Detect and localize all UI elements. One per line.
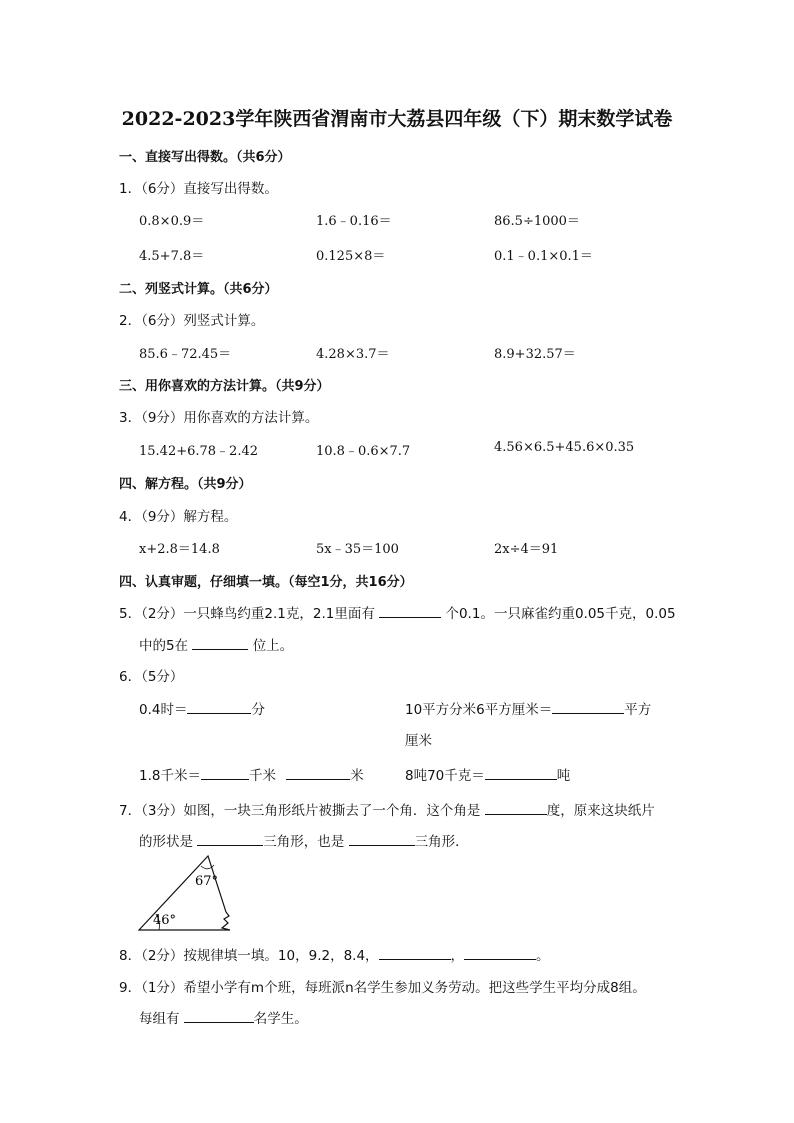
q2-item-2: 4.28×3.7＝: [316, 347, 390, 362]
question-3-stem: 3．（9分）用你喜欢的方法计算。: [119, 410, 319, 426]
q6-c-unit2: 米: [350, 768, 364, 784]
q9-text-b: 名学生。: [253, 1011, 308, 1027]
q6-item-b-cont: 厘米: [405, 733, 432, 749]
question-5-line-1: [119, 602, 676, 622]
q4-equation-3: 2x÷4＝91: [494, 542, 559, 557]
section-heading-2: 二、列竖式计算。（共6分）: [119, 282, 278, 297]
q6-blank-b[interactable]: [552, 699, 624, 714]
q6-c-unit1: 千米: [248, 768, 276, 784]
q6-a-unit: 分: [251, 702, 265, 718]
q4-equation-2: 5x﹣35＝100: [316, 542, 399, 557]
angle-label-left: 46°: [153, 913, 177, 928]
q5-text-b: 个0.1。一只麻雀约重0.05千克，0.05: [445, 606, 676, 622]
q6-item-b: [405, 698, 651, 718]
q6-blank-c1[interactable]: [201, 765, 249, 780]
question-1-stem: 1．（6分）直接写出得数。: [119, 181, 278, 197]
section-heading-1: 一、直接写出得数。（共6分）: [119, 150, 291, 165]
section-heading-4: 四、解方程。（共9分）: [119, 477, 252, 492]
q5-blank-2[interactable]: [192, 635, 248, 650]
q6-item-d: [405, 764, 570, 784]
q3-item-2: 10.8﹣0.6×7.7: [316, 444, 411, 459]
section-heading-5: 四、认真审题，仔细填一填。（每空1分，共16分）: [119, 575, 413, 590]
q6-blank-a[interactable]: [187, 699, 251, 714]
q6-d-text: 8吨70千克＝: [405, 768, 485, 784]
q2-item-3: 8.9+32.57＝: [494, 347, 576, 362]
question-7-line-1: [119, 799, 655, 819]
q6-blank-c2[interactable]: [286, 765, 350, 780]
q7-text-c: 的形状是: [139, 834, 193, 850]
q5-blank-1[interactable]: [379, 603, 441, 618]
q6-b-unit: 平方: [624, 702, 652, 718]
question-9-line-2: [139, 1007, 308, 1027]
q7-text-a: 7．（3分）如图，一块三角形纸片被撕去了一个角．这个角是: [119, 803, 481, 819]
q3-item-1: 15.42+6.78﹣2.42: [139, 444, 258, 459]
question-6-stem: 6．（5分）: [119, 669, 184, 685]
q7-text-d: 三角形，也是: [263, 834, 345, 850]
q5-text-d: 位上。: [252, 638, 294, 654]
q9-text-a: 每组有: [139, 1011, 180, 1027]
angle-label-top: 67°: [195, 874, 219, 889]
q6-item-c: [139, 764, 364, 784]
question-9-line-1: 9．（1分）希望小学有m个班，每班派n名学生参加义务劳动。把这些学生平均分成8组。: [119, 980, 646, 996]
q6-blank-d[interactable]: [485, 765, 557, 780]
q7-text-e: 三角形．: [414, 834, 469, 850]
question-5-line-2: [139, 634, 293, 654]
q1-item-3: 86.5÷1000＝: [494, 214, 580, 229]
q6-b-text: 10平方分米6平方厘米＝: [405, 702, 553, 718]
q7-blank-3[interactable]: [349, 831, 415, 846]
q3-item-3: 4.56×6.5+45.6×0.35: [494, 440, 635, 455]
q5-text-a: 5．（2分）一只蜂鸟约重2.1克，2.1里面有: [119, 606, 375, 622]
q1-item-5: 0.125×8＝: [316, 249, 386, 264]
q9-blank[interactable]: [184, 1008, 254, 1023]
q1-item-2: 1.6﹣0.16＝: [316, 214, 392, 229]
q1-item-4: 4.5+7.8＝: [139, 249, 205, 264]
q7-blank-2[interactable]: [197, 831, 263, 846]
torn-triangle-figure: [134, 852, 244, 934]
question-4-stem: 4．（9分）解方程。: [119, 509, 238, 525]
q8-end: 。: [536, 948, 550, 964]
q6-a-text: 0.4时＝: [139, 702, 188, 718]
q1-item-6: 0.1﹣0.1×0.1＝: [494, 249, 593, 264]
q2-item-1: 85.6﹣72.45＝: [139, 347, 232, 362]
q8-blank-1[interactable]: [379, 945, 451, 960]
q6-d-unit: 吨: [556, 768, 571, 784]
question-8: [119, 944, 550, 964]
q7-text-b: 度，原来这块纸片: [546, 803, 655, 819]
q8-text: 8．（2分）按规律填一填。10，9.2，8.4，: [119, 948, 379, 964]
q5-text-c: 中的5在: [139, 638, 189, 654]
q4-equation-1: x+2.8＝14.8: [139, 542, 220, 557]
q6-item-a: [139, 698, 265, 718]
q1-item-1: 0.8×0.9＝: [139, 214, 205, 229]
q8-blank-2[interactable]: [464, 945, 536, 960]
q8-sep: ，: [450, 948, 465, 964]
question-7-line-2: [139, 830, 469, 850]
section-heading-3: 三、用你喜欢的方法计算。（共9分）: [119, 379, 330, 394]
q7-blank-1[interactable]: [485, 800, 547, 815]
page-title: 2022-2023学年陕西省渭南市大荔县四年级（下）期末数学试卷: [121, 108, 673, 130]
question-2-stem: 2．（6分）列竖式计算。: [119, 313, 265, 329]
q6-c-text: 1.8千米＝: [139, 768, 201, 784]
